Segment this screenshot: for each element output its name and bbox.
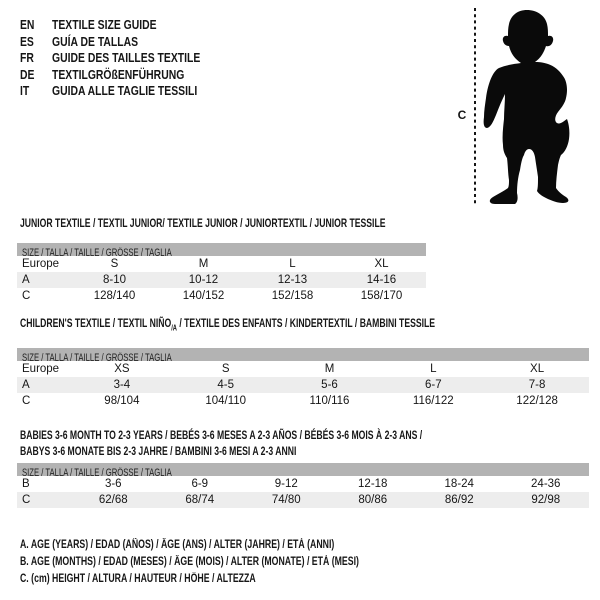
table-cell: 62/68 [98,494,128,506]
section-babies-textile [17,427,589,508]
table-cell: 9-12 [274,478,298,490]
size-header-bar [17,348,589,365]
language-row [20,83,200,100]
size-table [17,476,589,508]
table-cell: 104/110 [205,395,247,408]
language-row [20,67,200,84]
row-label: C [22,395,31,408]
size-header-label: SIZE / TALLA / TAILLE / GRÖSSE / TAGLIA [22,247,172,259]
table-cell: 7-8 [528,379,546,392]
table-cell: 74/80 [271,494,301,506]
row-label: C [22,290,31,302]
table-cell: 80/86 [358,494,388,506]
footnotes [20,537,466,587]
language-code: DE [20,66,35,82]
language-code: EN [20,17,35,32]
table-cell: 24-36 [531,478,561,490]
table-cell: XS [114,363,130,376]
row-label: A [22,379,30,392]
table-cell: 8-10 [102,274,127,286]
table-cell: 98/104 [104,395,140,408]
baby-figure [455,4,575,210]
language-title: GUIDA ALLE TAGLIE TESSILI [52,83,198,98]
heading-text: BABYS 3-6 MONATE BIS 2-3 JAHRE / BAMBINI 3-6 MESI A 2-3 ANNI [20,444,297,458]
row-label: Europe [22,363,60,376]
language-title: TEXTILGRÖßENFÜHRUNG [52,66,185,82]
footnote-c: C. (cm) HEIGHT / ALTURA / HAUTEUR / HÖHE / ALTEZZA [20,572,256,585]
section-heading-line [20,215,386,231]
table-row [17,288,426,304]
table-cell: 152/158 [271,290,314,302]
heading-text: BABIES 3-6 MONTH TO 2-3 YEARS / BEBÉS 3-6 MESES A 2-3 AÑOS / BÉBÉS 3-6 MOIS À 2-3 ANS / [20,428,423,442]
size-header-bar [17,243,426,259]
table-row [17,492,589,508]
size-table [17,256,426,304]
language-title: GUÍA DE TALLAS [52,33,139,49]
table-row [17,377,589,393]
row-label: A [22,274,30,286]
table-cell: 116/122 [412,395,454,408]
section-heading [20,215,426,231]
section-junior-textile [17,215,426,304]
table-cell: S [110,258,119,270]
table-cell: 158/170 [360,290,403,302]
language-title: GUIDE DES TAILLES TEXTILE [52,50,201,65]
table-cell: XL [530,363,545,376]
table-cell: 3-4 [113,379,131,392]
table-cell: 140/152 [182,290,225,302]
language-row [20,50,200,67]
row-label: Europe [22,258,60,270]
section-childrens-textile [17,315,589,409]
table-cell: 110/116 [309,395,350,408]
section-heading [20,427,589,459]
table-row [17,272,426,288]
language-code: FR [20,50,34,65]
section-heading-line [20,443,430,459]
table-cell: XL [374,258,389,270]
language-list [20,17,245,100]
language-row [20,17,200,34]
footnote-a: A. AGE (YEARS) / EDAD (AÑOS) / ÂGE (ANS) / ALTER (JAHRE) / ETÀ (ANNI) [20,539,335,551]
table-cell: 14-16 [366,274,397,286]
heading-subscript: /A [171,323,177,333]
heading-text: CHILDREN'S TEXTILE / TEXTIL NIÑO [20,316,172,330]
size-header-bar [17,463,589,479]
table-cell: 128/140 [93,290,136,302]
table-cell: 4-5 [217,379,234,392]
footnote-b: B. AGE (MONTHS) / EDAD (MESES) / ÂGE (MOIS) / ALTER (MONATE) / ETÀ (MESI) [20,555,359,568]
row-label: B [22,478,30,490]
table-cell: S [221,363,230,376]
table-cell: 92/98 [531,494,561,506]
language-code: IT [20,83,30,98]
language-code: ES [20,33,34,49]
table-cell: 3-6 [104,478,122,490]
table-cell: 5-6 [321,379,338,392]
size-header-label: SIZE / TALLA / TAILLE / GRÖSSE / TAGLIA [22,467,172,479]
table-cell: L [430,363,437,376]
row-label: C [22,494,31,506]
table-cell: L [289,258,296,270]
section-heading-line [20,427,430,443]
table-cell: M [198,258,209,270]
heading-text: JUNIOR TEXTILE / TEXTIL JUNIOR/ TEXTILE JUNIOR / JUNIORTEXTIL / JUNIOR TESSILE [20,216,386,230]
table-row [17,393,589,409]
size-table [17,361,589,409]
language-title: TEXTILE SIZE GUIDE [52,17,157,32]
table-cell: 18-24 [444,478,474,490]
table-cell: 68/74 [185,494,215,506]
table-cell: 6-9 [191,478,209,490]
baby-silhouette [484,10,570,204]
table-cell: 12-13 [277,274,308,286]
table-cell: 6-7 [424,379,442,392]
table-cell: M [324,363,335,376]
section-heading [20,315,589,336]
table-cell: 10-12 [188,274,219,286]
table-cell: 12-18 [358,478,388,490]
table-cell: 122/128 [516,395,558,408]
size-header-label: SIZE / TALLA / TAILLE / GRÖSSE / TAGLIA [22,352,172,365]
figure-label-c: C [457,108,467,122]
language-row [20,34,200,51]
baby-silhouette-svg [455,4,575,210]
heading-text: / TEXTILE DES ENFANTS / KINDERTEXTIL / BAMBINI TESSILE [176,316,436,330]
table-cell: 86/92 [444,494,474,506]
section-heading-line [20,315,436,336]
